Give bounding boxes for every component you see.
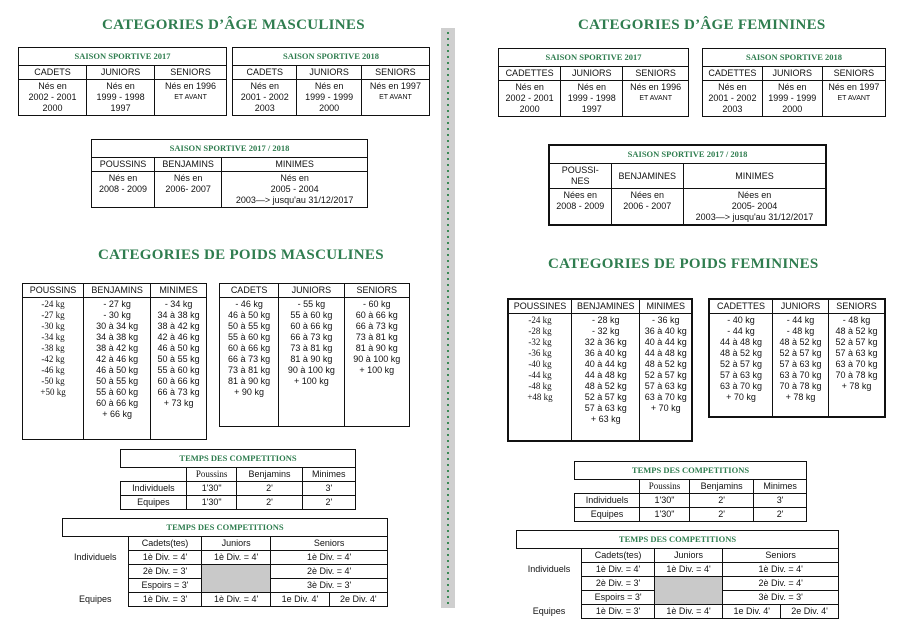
cell: 1è Div. = 4': [202, 551, 271, 565]
grey-cell: [654, 577, 723, 605]
row-label: Individuels: [121, 482, 187, 496]
cell: Nés en 2006- 2007: [155, 172, 222, 208]
cell: 2è Div. = 3': [582, 577, 654, 591]
header-cell: Seniors: [723, 549, 839, 563]
cell: 1'30": [186, 482, 237, 496]
row-label: Individuels: [575, 494, 640, 508]
header-cell: POUSSINS: [92, 158, 155, 172]
grey-cell: [202, 565, 271, 593]
cell: 2': [237, 496, 302, 510]
cell: Nés en 2002 - 2001 2000: [499, 81, 561, 117]
age-title-masculine: CATEGORIES D’ÂGE MASCULINES: [102, 17, 365, 33]
cell: Espoirs = 3': [582, 591, 654, 605]
header-cell: Benjamins: [689, 480, 753, 494]
header-cell: Cadets(tes): [129, 537, 202, 551]
header-cell: Poussins: [640, 480, 690, 494]
cell: 1è Div. = 4': [582, 563, 654, 577]
cell: 2è Div. = 4': [271, 565, 388, 579]
weight-column: - 27 kg - 30 kg 30 à 34 kg 34 à 38 kg 38 à 42 kg 42 à 46 kg 46 à 50 kg 50 à 55 kg 55 à 60 kg 60 à 66 kg + 66 kg: [84, 298, 151, 440]
header-cell: JUNIORS: [297, 66, 361, 80]
cell: 1è Div. = 4': [129, 551, 202, 565]
weight-column: - 55 kg 55 à 60 kg 60 à 66 kg 66 à 73 kg 73 à 81 kg 81 à 90 kg 90 à 100 kg + 100 kg: [279, 298, 344, 427]
table-title: SAISON SPORTIVE 2018: [703, 49, 886, 67]
header-cell: CADETS: [233, 66, 297, 80]
row-label: Equipes: [78, 593, 112, 604]
row-label: Equipes: [121, 496, 187, 510]
weight-column: - 46 kg 46 à 50 kg 50 à 55 kg 55 à 60 kg 60 à 66 kg 66 à 73 kg 73 à 81 kg 81 à 90 kg + 90 kg: [220, 298, 279, 427]
cell: Nées en 2008 - 2009: [549, 189, 611, 226]
comp-time-senior-feminine-table: [516, 530, 839, 619]
cell: [222, 172, 368, 208]
cell: 1è Div. = 3': [129, 593, 202, 607]
age-title-feminine: CATEGORIES D’ÂGE FEMININES: [578, 17, 826, 33]
header-cell: JUNIORS: [762, 67, 822, 81]
header-cell: BENJAMINS: [155, 158, 222, 172]
cell: 2è Div. = 4': [723, 577, 839, 591]
row-label: Individuels: [73, 551, 117, 562]
header-cell: POUSSINS: [23, 284, 84, 298]
season-2017-masculine-table: [18, 47, 227, 116]
weight-column: - 34 kg 34 à 38 kg 38 à 42 kg 42 à 46 kg 46 à 50 kg 50 à 55 kg 55 à 60 kg 60 à 66 kg 66 à 73 kg + 73 kg: [151, 298, 207, 440]
cell: 1è Div. = 4': [271, 551, 388, 565]
divider-dots: [447, 32, 449, 604]
cell: 1'30": [640, 494, 690, 508]
cell: 1'30": [186, 496, 237, 510]
header-cell: BENJAMINES: [611, 164, 683, 189]
cell-text: Nés en 1996: [165, 81, 217, 91]
header-cell: MINIMES: [151, 284, 207, 298]
comp-time-senior-masculine-table: [62, 518, 388, 607]
header-cell: SENIORS: [822, 67, 885, 81]
header-cell: SENIORS: [361, 66, 429, 80]
header-cell: Juniors: [202, 537, 271, 551]
cell: [683, 189, 826, 226]
header-cell: CADETS: [220, 284, 279, 298]
header-cell: Cadets(tes): [582, 549, 654, 563]
header-cell: CADETTES: [703, 67, 763, 81]
cell: 2e Div. 4': [329, 593, 387, 607]
row-label: Individuels: [527, 563, 571, 574]
season-2018-masculine-table: [232, 47, 430, 116]
cell: Nés en 2001 - 2002 2003: [233, 80, 297, 116]
cell: Nées en 2006 - 2007: [611, 189, 683, 226]
header-cell: Benjamins: [237, 468, 302, 482]
minimes-note: 2003—> jusqu'au 31/12/2017: [235, 195, 354, 205]
cell: 1'30": [640, 508, 690, 522]
minimes-note: 2003—> jusqu'au 31/12/2017: [695, 212, 814, 222]
cell: 2': [689, 494, 753, 508]
cell: 2': [689, 508, 753, 522]
cell: 3': [302, 482, 355, 496]
cell: 1è Div. = 4': [654, 605, 723, 619]
table-title: SAISON SPORTIVE 2017 / 2018: [549, 145, 826, 164]
comp-time-young-feminine-table: [574, 461, 807, 522]
cell-text: Nés en 1997: [828, 82, 880, 92]
cell: 2': [237, 482, 302, 496]
weight-column: -24 kg -27 kg -30 kg -34 kg -38 kg -42 kg -46 kg -50 kg +50 kg: [23, 298, 84, 440]
header-cell: CADETS: [19, 66, 87, 80]
row-label: Equipes: [575, 508, 640, 522]
row-label: Equipes: [532, 605, 566, 616]
header-cell: MINIMES: [222, 158, 368, 172]
weights-young-feminine-table: [507, 298, 693, 442]
cell: Espoirs = 3': [129, 579, 202, 593]
season-2017-2018-masculine-table: [91, 139, 368, 208]
page-divider: [441, 28, 455, 608]
weight-title-feminine: CATEGORIES DE POIDS FEMININES: [548, 256, 819, 272]
weight-column: -24 kg -28 kg -32 kg -36 kg -40 kg -44 kg -48 kg +48 kg: [508, 314, 572, 442]
et-avant: ET AVANT: [174, 94, 207, 101]
cell: Nés en 1999 - 1999 2000: [762, 81, 822, 117]
blank-cell: [575, 480, 640, 494]
header-cell: MINIMES: [640, 299, 692, 314]
season-2017-feminine-table: [498, 48, 689, 117]
season-2017-2018-feminine-table: [548, 144, 827, 226]
header-cell: Minimes: [302, 468, 355, 482]
cell: 1e Div. 4': [723, 605, 781, 619]
cell-text: Nés en 2005 - 2004: [270, 173, 319, 194]
header-cell: JUNIORS: [87, 66, 155, 80]
blank-cell: [517, 549, 582, 563]
cell: Nés en 1999 - 1998 1997: [87, 80, 155, 116]
weight-column: - 48 kg 48 à 52 kg 52 à 57 kg 57 à 63 kg 63 à 70 kg 70 à 78 kg + 78 kg: [828, 314, 885, 418]
header-cell: SENIORS: [344, 284, 409, 298]
et-avant: ET AVANT: [379, 94, 412, 101]
header-cell: BENJAMINES: [572, 299, 640, 314]
table-title: TEMPS DES COMPETITIONS: [575, 462, 807, 480]
header-cell: Seniors: [271, 537, 388, 551]
header-cell: Poussins: [186, 468, 237, 482]
header-cell: MINIMES: [683, 164, 826, 189]
et-avant: ET AVANT: [837, 95, 871, 102]
header-cell: JUNIORS: [561, 67, 623, 81]
cell: Nés en 2002 - 2001 2000: [19, 80, 87, 116]
cell: 1è Div. = 3': [582, 605, 654, 619]
season-2018-feminine-table: [702, 48, 886, 117]
cell: Nés en 1999 - 1999 2000: [297, 80, 361, 116]
header-cell: SENIORS: [828, 299, 885, 314]
header-cell: CADETTES: [499, 67, 561, 81]
cell: 1è Div. = 4': [723, 563, 839, 577]
header-cell: SENIORS: [155, 66, 227, 80]
cell: 2': [754, 508, 807, 522]
header-cell: POUSSINES: [508, 299, 572, 314]
cell: [623, 81, 689, 117]
weights-senior-masculine-table: [219, 283, 410, 427]
table-title: TEMPS DES COMPETITIONS: [121, 450, 356, 468]
weight-column: - 60 kg 60 à 66 kg 66 à 73 kg 73 à 81 kg 81 à 90 kg 90 à 100 kg + 100 kg: [344, 298, 409, 427]
header-cell: SENIORS: [623, 67, 689, 81]
cell: Nés en 2008 - 2009: [92, 172, 155, 208]
cell: 1è Div. = 4': [202, 593, 271, 607]
cell: 2': [302, 496, 355, 510]
cell-text: Nés en 1996: [630, 82, 682, 92]
cell: [822, 81, 885, 117]
weight-column: - 44 kg - 48 kg 48 à 52 kg 52 à 57 kg 57 à 63 kg 63 à 70 kg 70 à 78 kg + 78 kg: [773, 314, 829, 418]
cell: Nés en 1999 - 1998 1997: [561, 81, 623, 117]
table-title: SAISON SPORTIVE 2017: [19, 48, 227, 66]
cell: 2è Div. = 3': [129, 565, 202, 579]
cell: 3è Div. = 3': [723, 591, 839, 605]
header-cell: POUSSI- NES: [549, 164, 611, 189]
cell: Nés en 2001 - 2002 2003: [703, 81, 763, 117]
header-cell: CADETTES: [709, 299, 773, 314]
table-title: SAISON SPORTIVE 2018: [233, 48, 430, 66]
cell: [361, 80, 429, 116]
header-cell: JUNIORS: [279, 284, 344, 298]
header-cell: Juniors: [654, 549, 723, 563]
comp-time-young-masculine-table: [120, 449, 356, 510]
weight-title-masculine: CATEGORIES DE POIDS MASCULINES: [98, 247, 384, 263]
header-cell: Minimes: [754, 480, 807, 494]
cell: 1e Div. 4': [271, 593, 329, 607]
cell-text: Nées en 2005- 2004: [731, 190, 778, 211]
weight-column: - 40 kg - 44 kg 44 à 48 kg 48 à 52 kg 52 à 57 kg 57 à 63 kg 63 à 70 kg + 70 kg: [709, 314, 773, 418]
table-title: SAISON SPORTIVE 2017 / 2018: [92, 140, 368, 158]
et-avant: ET AVANT: [639, 95, 672, 102]
cell: 3è Div. = 3': [271, 579, 388, 593]
cell: 2e Div. 4': [781, 605, 839, 619]
header-cell: JUNIORS: [773, 299, 829, 314]
cell: [155, 80, 227, 116]
weights-senior-feminine-table: [708, 298, 886, 418]
blank-cell: [121, 468, 187, 482]
table-title: TEMPS DES COMPETITIONS: [63, 519, 388, 537]
cell: 1è Div. = 4': [654, 563, 723, 577]
blank-cell: [63, 537, 129, 551]
table-title: SAISON SPORTIVE 2017: [499, 49, 689, 67]
table-title: TEMPS DES COMPETITIONS: [517, 531, 839, 549]
weights-young-masculine-table: [22, 283, 207, 440]
header-cell: BENJAMINS: [84, 284, 151, 298]
cell: 3': [754, 494, 807, 508]
weight-column: - 36 kg 36 à 40 kg 40 à 44 kg 44 à 48 kg 48 à 52 kg 52 à 57 kg 57 à 63 kg 63 à 70 kg + 70 kg: [640, 314, 692, 442]
weight-column: - 28 kg - 32 kg 32 à 36 kg 36 à 40 kg 40 à 44 kg 44 à 48 kg 48 à 52 kg 52 à 57 kg 57 à 63 kg + 63 kg: [572, 314, 640, 442]
cell-text: Nés en 1997: [369, 81, 421, 91]
